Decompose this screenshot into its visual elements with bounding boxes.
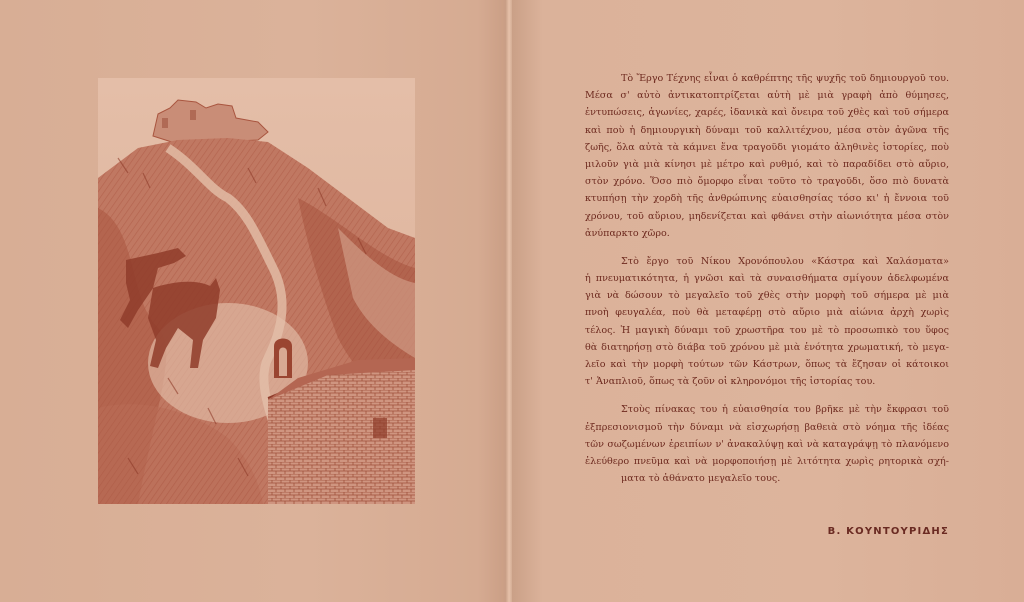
text-line: Στὸ ἔργο τοῦ Νίκου Χρονόπουλου «Κάστρα καὶ Χαλάσματα»: [621, 255, 949, 267]
essay-text: [585, 70, 949, 487]
paragraph-2: [585, 253, 949, 391]
text-line: ζωῆς, ὅλα αὐτὰ τὰ κάμνει ἕνα τραγοῦδι γιομάτο ἀληθινὲς ἱστορίες, ποὺ: [585, 141, 949, 153]
text-line: Στοὺς πίνακας του ἡ εὐαισθησία του βρῆκε μὲ τὴν ἔκφρασι τοῦ: [621, 404, 949, 416]
text-line: κτυπήσῃ τὴν χορδὴ τῆς ἀνθρώπινης εὐαισθησίας τόσο κι' ἡ ἔννοια τοῦ: [585, 193, 949, 205]
castle-hill-painting: [98, 78, 415, 504]
left-page: [0, 0, 508, 602]
text-line: θὰ διατηρήσῃ στὸ διάβα τοῦ χρόνου μὲ μιὰ ἑνότητα χρωματική, τὸ μεγα-: [585, 341, 949, 353]
author-signature: Β. ΚΟΥΝΤΟΥΡΙΔΗΣ: [827, 526, 949, 537]
text-line: χρόνου, τοῦ αὔριου, μηδενίζεται καὶ φθάνει στὴν αἰωνιότητα μέσα στὸν: [585, 210, 949, 222]
text-line: ἀνύπαρκτο χῶρο.: [585, 227, 670, 239]
text-line: στὸν χρόνο. Ὅσο πιὸ ὄμορφο εἶναι τοῦτο τὸ τραγοῦδι, ὅσο πιὸ δυνατὰ: [585, 176, 949, 188]
text-line: Τὸ Ἔργο Τέχνης εἶναι ὁ καθρέπτης τῆς ψυχῆς τοῦ δημιουργοῦ του.: [621, 73, 949, 84]
text-line: τ' Ἀναπλιοῦ, ὅπως τὰ ζοῦν οἱ κληρονόμοι τῆς ἱστορίας του.: [585, 376, 876, 388]
text-line: μιλοῦν γιὰ μιὰ κίνησι μὲ μέτρο καὶ ρυθμό, καὶ τὸ παραδίδει στὸ αὔριο,: [585, 158, 949, 170]
text-line: Μέσα σ' αὐτὸ ἀντικατοπτρίζεται αὐτὴ μὲ μιὰ γραφὴ ἀπὸ θύμησες,: [585, 90, 949, 102]
text-line: καὶ ποὺ ἡ δημιουργικὴ δύναμι τοῦ καλλιτέχνου, μέσα στὸν ἀγῶνα τῆς: [585, 124, 949, 136]
text-line: ἐλεύθερο πνεῦμα καὶ νὰ μορφοποιήσῃ μὲ λιτότητα χωρὶς ρητορικὰ σχή-: [585, 455, 949, 467]
text-line: πνοὴ φευγαλέα, ποὺ θὰ μεταφέρῃ στὸ αὔριο μιὰ αἰώνια ἀρχὴ χωρὶς: [585, 307, 949, 319]
text-line: ἐξπρεσιονισμοῦ τὴν δύναμι νὰ εἰσχωρήσῃ βαθειὰ στὸ νόημα τῆς ἰδέας: [585, 421, 949, 433]
text-line: ἐντυπώσεις, ἀγωνίες, χαρές, ἰδανικὰ καὶ ὄνειρα τοῦ χθὲς καὶ τοῦ σήμερα: [585, 107, 949, 119]
text-line: τῶν σωζωμένων ἐρειπίων ν' ἀνακαλύψῃ καὶ νὰ καταγράψῃ τὸ πλανόμενο: [585, 438, 949, 450]
text-line: ἡ πνευματικότητα, ἡ γνῶσι καὶ τὰ συναισθήματα σμίγουν ἀδελφωμένα: [585, 273, 949, 285]
text-line: τέλος. Ἡ μαγικὴ δύναμι τοῦ χρωστῆρα του μὲ τὸ προσωπικὸ του ὕφος: [585, 324, 949, 336]
text-line: λεῖο καὶ τὴν μορφὴ τούτων τῶν Κάστρων, ὅπως τὰ ἔζησαν οἱ κάτοικοι: [585, 359, 949, 370]
paragraph-1: [585, 70, 949, 242]
paragraph-3: [585, 401, 949, 487]
text-line: ματα τὸ ἀθάνατο μεγαλεῖο τους.: [621, 473, 781, 485]
text-line: γιὰ νὰ δώσουν τὸ μεγαλεῖο τοῦ χθὲς στὴν μορφὴ τοῦ σήμερα μὲ μιὰ: [585, 290, 949, 302]
